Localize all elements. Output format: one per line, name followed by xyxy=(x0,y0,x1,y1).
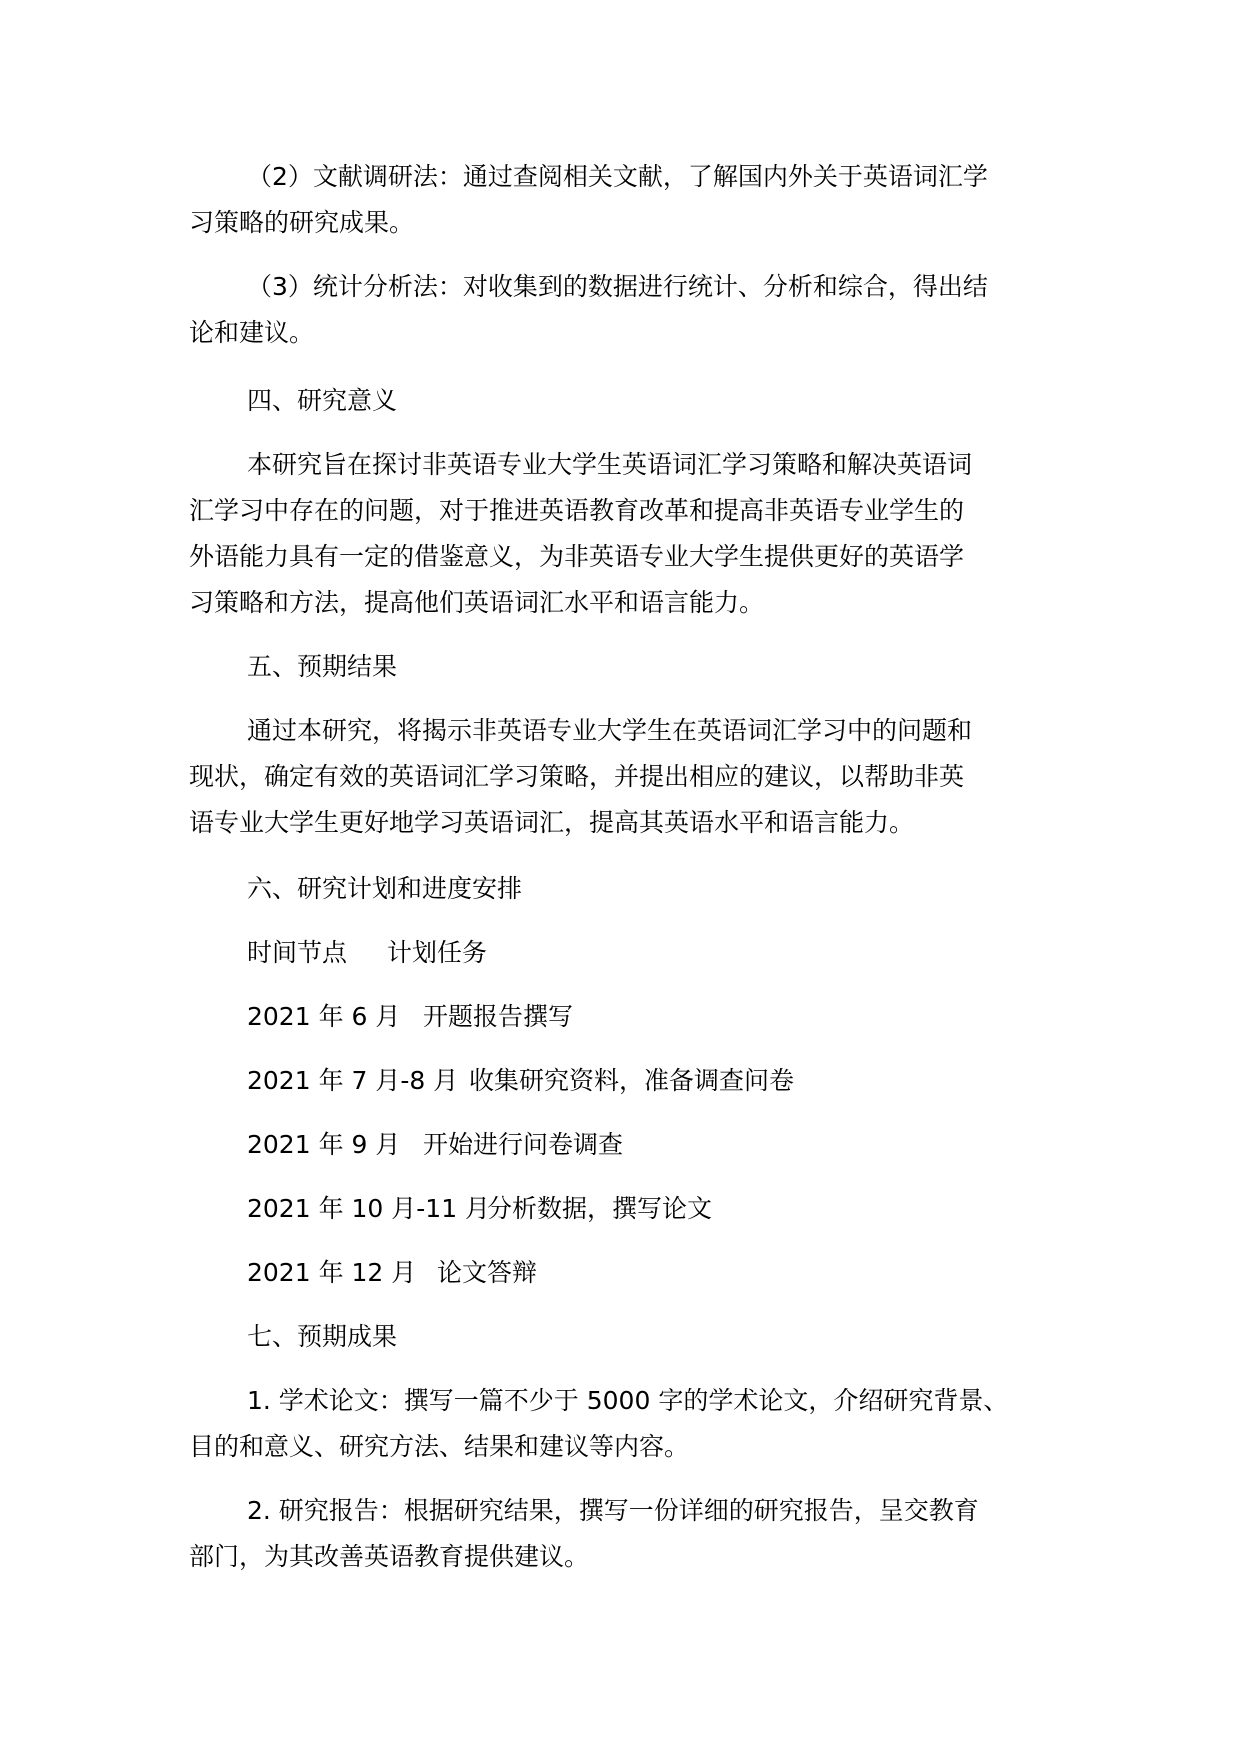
section-heading-outcomes: 七、预期成果 xyxy=(247,1322,398,1351)
significance-line: 习策略和方法，提高他们英语词汇水平和语言能力。 xyxy=(189,588,765,617)
schedule-row xyxy=(247,1192,713,1226)
outcome-2-line-2: 部门，为其改善英语教育提供建议。 xyxy=(189,1542,590,1571)
outcome-1-line-2: 目的和意义、研究方法、结果和建议等内容。 xyxy=(189,1432,690,1461)
section-heading-expected-results: 五、预期结果 xyxy=(247,652,398,681)
schedule-task: 开题报告撰写 xyxy=(423,1002,574,1031)
schedule-row xyxy=(247,1256,538,1290)
schedule-task: 开始进行问卷调查 xyxy=(423,1130,624,1159)
method-2-line-1: （2）文献调研法：通过查阅相关文献，了解国内外关于英语词汇学 xyxy=(247,162,988,191)
schedule-task: 论文答辩 xyxy=(437,1258,538,1287)
schedule-row xyxy=(247,1064,795,1098)
schedule-row xyxy=(247,1000,574,1034)
method-3-line-1: （3）统计分析法：对收集到的数据进行统计、分析和综合，得出结 xyxy=(247,272,988,301)
method-2-line-2: 习策略的研究成果。 xyxy=(189,208,415,237)
schedule-header-date: 时间节点 xyxy=(247,938,348,967)
expected-results-line: 现状，确定有效的英语词汇学习策略，并提出相应的建议，以帮助非英 xyxy=(189,762,965,791)
schedule-date: 2021 年 9 月 xyxy=(247,1130,401,1159)
schedule-date: 2021 年 12 月 xyxy=(247,1258,417,1287)
significance-line: 外语能力具有一定的借鉴意义，为非英语专业大学生提供更好的英语学 xyxy=(189,542,965,571)
section-heading-schedule: 六、研究计划和进度安排 xyxy=(247,874,523,903)
significance-line: 本研究旨在探讨非英语专业大学生英语词汇学习策略和解决英语词 xyxy=(247,450,973,479)
outcome-2-line-1: 2. 研究报告：根据研究结果，撰写一份详细的研究报告，呈交教育 xyxy=(247,1496,979,1525)
schedule-date: 2021 年 10 月-11 月 xyxy=(247,1194,491,1223)
schedule-date: 2021 年 7 月-8 月 xyxy=(247,1066,459,1095)
schedule-row xyxy=(247,1128,624,1162)
section-heading-significance: 四、研究意义 xyxy=(247,386,398,415)
method-3-line-2: 论和建议。 xyxy=(189,318,315,347)
outcome-1-line-1: 1. 学术论文：撰写一篇不少于 5000 字的学术论文，介绍研究背景、 xyxy=(247,1386,1009,1415)
schedule-header-row xyxy=(247,936,488,970)
expected-results-line: 语专业大学生更好地学习英语词汇，提高其英语水平和语言能力。 xyxy=(189,808,915,837)
significance-line: 汇学习中存在的问题，对于推进英语教育改革和提高非英语专业学生的 xyxy=(189,496,965,525)
schedule-task: 收集研究资料，准备调查问卷 xyxy=(469,1066,795,1095)
expected-results-line: 通过本研究，将揭示非英语专业大学生在英语词汇学习中的问题和 xyxy=(247,716,973,745)
schedule-task: 分析数据，撰写论文 xyxy=(487,1194,713,1223)
schedule-date: 2021 年 6 月 xyxy=(247,1002,401,1031)
schedule-header-task: 计划任务 xyxy=(387,938,488,967)
